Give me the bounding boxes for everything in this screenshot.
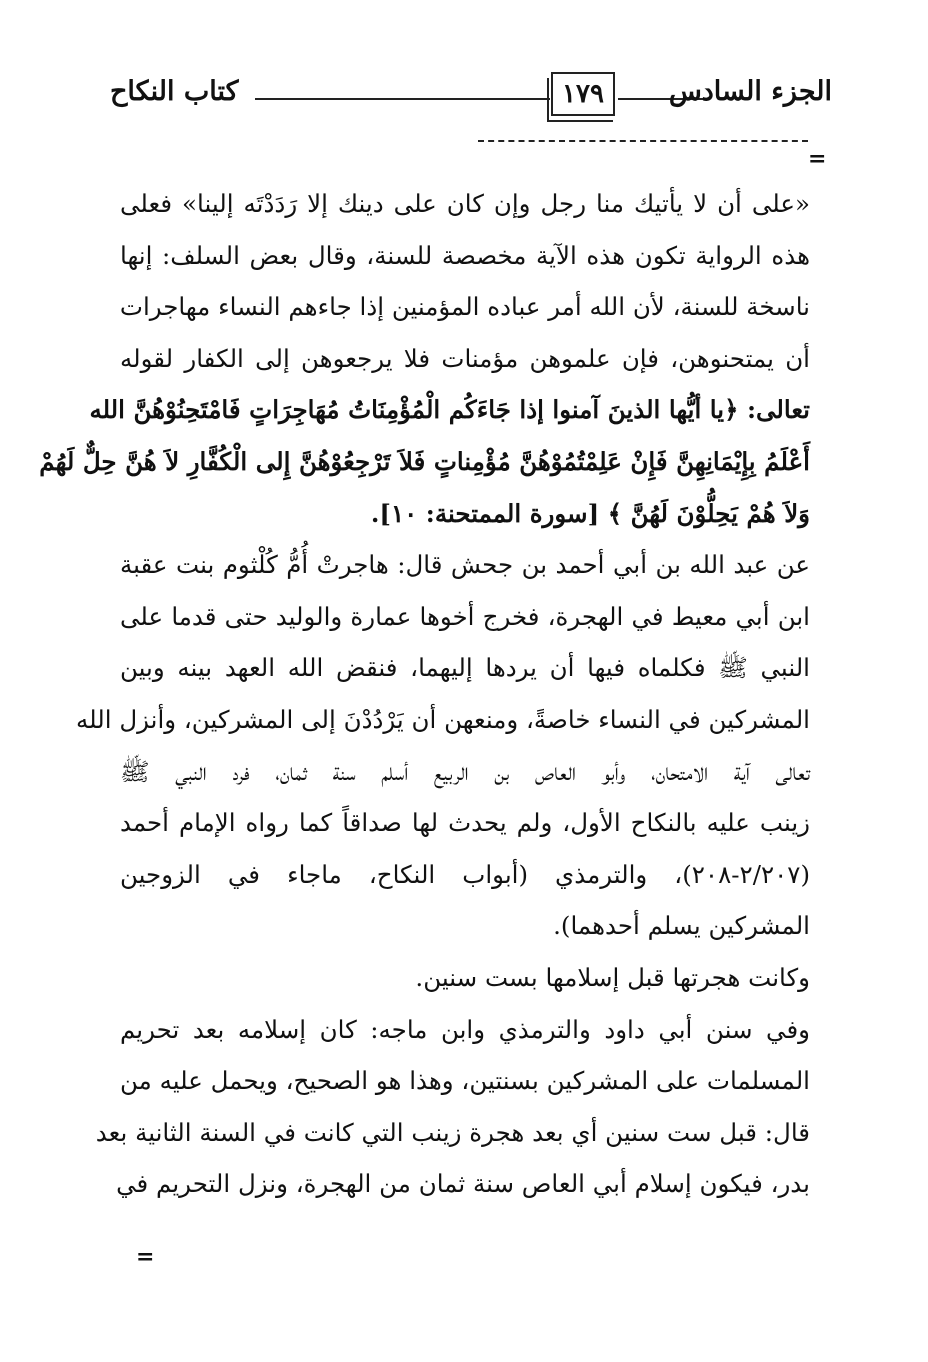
- header-rule-left: [255, 98, 550, 100]
- text-line: وَلاَ هُمْ يَحِلُّوْنَ لَهُنَّ ﴾ [سورة الممتحنة: ١٠].: [370, 498, 810, 528]
- text-line: بدر، فيكون إسلام أبي العاص سنة ثمان من الهجرة، ونزل التحريم في: [116, 1169, 810, 1199]
- text-line: قال: قبل ست سنين أي بعد هجرة زينب التي كانت في السنة الثانية بعد: [95, 1117, 810, 1147]
- running-header: [110, 72, 832, 122]
- page-number: ١٧٩: [551, 72, 615, 116]
- text-line: هذه الرواية تكون هذه الآية مخصصة للسنة، وقال بعض السلف: إنها: [120, 240, 810, 270]
- text-line: المشركين يسلم أحدهما).: [553, 911, 810, 941]
- text-line: ابن أبي معيط في الهجرة، فخرج أخوها عمارة والوليد حتى قدما على: [120, 601, 810, 631]
- text-line: عن عبد الله بن أبي أحمد بن جحش قال: هاجرتْ أُمُّ كُلْثوم بنت عقبة: [120, 550, 810, 580]
- chapter-title: كتاب النكاح: [110, 76, 239, 107]
- text-line: المشركين في النساء خاصةً، ومنعهن أن يَرْدُدْنَ إلى المشركين، وأنزل الله: [76, 704, 810, 734]
- text-line: «على أن لا يأتيك منا رجل وإن كان على دينك إلا رَدَدْتَه إلينا» فعلى: [120, 189, 810, 218]
- body-text: [39, 178, 810, 1210]
- text-line: (٢/٢٠٧-٢٠٨)، والترمذي (أبواب النكاح، ماجاء في الزوجين: [120, 859, 810, 889]
- text-line: المسلمات على المشركين بسنتين، وهذا هو الصحيح، ويحمل عليه من: [120, 1066, 810, 1096]
- text-line: وكانت هجرتها قبل إسلامها بست سنين.: [415, 962, 810, 992]
- continuation-mark-bottom: =: [136, 1244, 155, 1270]
- text-line: أَعْلَمُ بِإِيْمَانِهِنَّ فَإِنْ عَلِمْتُمُوْهُنَّ مُؤْمِناتٍ فَلاَ تَرْجِعُوْهُنَّ إِلى الْكُفَّارِ لاَ هُنَّ حِلٌّ لَهُمْ: [39, 446, 810, 476]
- text-line: وفي سنن أبي داود والترمذي وابن ماجه: كان إسلامه بعد تحريم: [120, 1014, 810, 1044]
- text-line: النبي ﷺ فكلماه فيها أن يردها إليهما، فنقض الله العهد بينه وبين: [120, 653, 810, 683]
- text-line: أن يمتحنوهن، فإن علموهن مؤمنات فلا يرجعوهن إلى الكفار لقوله: [120, 343, 810, 373]
- volume-title: الجزء السادس: [668, 76, 832, 107]
- text-line: تعالى: ﴿يا أيُّها الذينَ آمنوا إذا جَاءَكُم الْمُؤْمِنَاتُ مُهَاجِرَاتٍ فَامْتَحِنُوْهُنَّ الله: [89, 395, 810, 425]
- text-line: تعالى آية الامتحان، وأبو العاص بن الربيع أسلم سنة ثمان، فرد النبي ﷺ: [120, 756, 810, 786]
- continuation-mark-top: =: [808, 146, 827, 172]
- text-line: ناسخة للسنة، لأن الله أمر عباده المؤمنين إذا جاءهم النساء مهاجرات: [119, 292, 810, 322]
- header-dashed-divider: [478, 140, 808, 142]
- text-line: زينب عليه بالنكاح الأول، ولم يحدث لها صداقاً كما رواه الإمام أحمد: [120, 808, 810, 838]
